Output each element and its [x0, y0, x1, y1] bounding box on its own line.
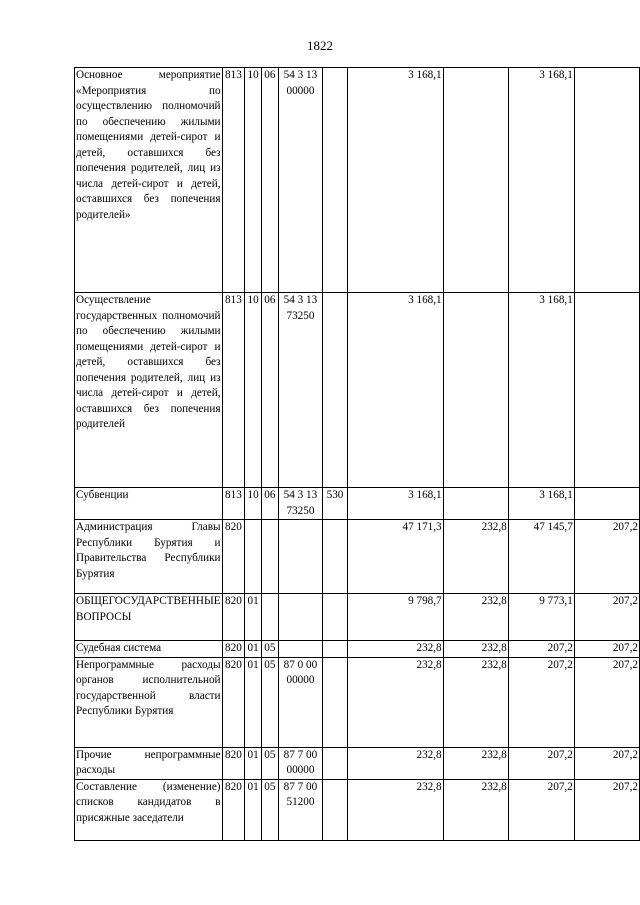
ved-cell: 820	[222, 779, 245, 840]
ved-cell: 820	[222, 520, 245, 594]
csr-cell	[278, 594, 323, 641]
pr-cell: 05	[261, 779, 278, 840]
vr-cell	[323, 747, 348, 779]
amount-cell: 9 773,1	[508, 594, 574, 641]
amount-cell: 3 168,1	[508, 293, 574, 488]
amount-cell: 9 798,7	[347, 594, 443, 641]
csr-cell	[278, 641, 323, 658]
amount-cell: 207,2	[508, 779, 574, 840]
rz-cell: 01	[245, 641, 262, 658]
amount-cell: 3 168,1	[508, 68, 574, 293]
page-number: 1822	[307, 38, 333, 53]
amount-cell: 207,2	[574, 594, 639, 641]
vr-cell	[323, 520, 348, 594]
ved-cell: 813	[222, 293, 245, 488]
row-name: Непрограммные расходы органов исполнительной государственной власти Республики Бурятия	[75, 657, 223, 747]
rz-cell: 01	[245, 747, 262, 779]
amount-cell: 232,8	[347, 657, 443, 747]
vr-cell	[323, 779, 348, 840]
amount-cell: 232,8	[347, 779, 443, 840]
pr-cell	[261, 520, 278, 594]
vr-cell	[323, 641, 348, 658]
amount-cell: 232,8	[443, 779, 508, 840]
rz-cell: 10	[245, 68, 262, 293]
pr-cell: 05	[261, 641, 278, 658]
ved-cell: 820	[222, 747, 245, 779]
amount-cell: 207,2	[574, 520, 639, 594]
table-row	[75, 594, 640, 641]
amount-cell: 3 168,1	[347, 293, 443, 488]
vr-cell	[323, 657, 348, 747]
table-row	[75, 657, 640, 747]
rz-cell: 10	[245, 488, 262, 520]
amount-cell: 232,8	[443, 657, 508, 747]
table-row	[75, 747, 640, 779]
pr-cell: 06	[261, 68, 278, 293]
table-row	[75, 779, 640, 840]
budget-table	[74, 67, 640, 841]
table-row	[75, 641, 640, 658]
amount-cell: 232,8	[443, 594, 508, 641]
amount-cell: 3 168,1	[347, 488, 443, 520]
pr-cell: 06	[261, 293, 278, 488]
csr-cell: 87 7 00 00000	[278, 747, 323, 779]
amount-cell: 207,2	[508, 747, 574, 779]
pr-cell: 05	[261, 747, 278, 779]
ved-cell: 820	[222, 657, 245, 747]
amount-cell: 207,2	[574, 641, 639, 658]
amount-cell	[443, 68, 508, 293]
vr-cell	[323, 293, 348, 488]
ved-cell: 820	[222, 594, 245, 641]
ved-cell: 820	[222, 641, 245, 658]
amount-cell: 3 168,1	[508, 488, 574, 520]
amount-cell: 207,2	[508, 657, 574, 747]
amount-cell: 207,2	[574, 779, 639, 840]
rz-cell: 10	[245, 293, 262, 488]
amount-cell: 207,2	[574, 747, 639, 779]
rz-cell	[245, 520, 262, 594]
amount-cell	[574, 68, 639, 293]
ved-cell: 813	[222, 68, 245, 293]
amount-cell	[574, 488, 639, 520]
amount-cell: 232,8	[443, 641, 508, 658]
amount-cell: 47 145,7	[508, 520, 574, 594]
amount-cell: 3 168,1	[347, 68, 443, 293]
row-name: Администрация Главы Республики Бурятия и Правительства Республики Бурятия	[75, 520, 223, 594]
amount-cell: 232,8	[443, 520, 508, 594]
row-name: Основное мероприятие «Мероприятия по осуществлению полномочий по обеспечению жилыми помещениями детей-сирот и детей, оставшихся без попечения родителей, лиц из числа детей-сирот и детей, оставшихся без попечения родителей»	[75, 68, 223, 293]
amount-cell: 232,8	[347, 747, 443, 779]
pr-cell: 05	[261, 657, 278, 747]
csr-cell: 87 0 00 00000	[278, 657, 323, 747]
row-name: Субвенции	[75, 488, 223, 520]
vr-cell	[323, 68, 348, 293]
row-name: Прочие непрограммные расходы	[75, 747, 223, 779]
amount-cell: 207,2	[508, 641, 574, 658]
amount-cell: 47 171,3	[347, 520, 443, 594]
csr-cell: 54 3 13 73250	[278, 488, 323, 520]
pr-cell: 06	[261, 488, 278, 520]
row-name: ОБЩЕГОСУДАРСТВЕННЫЕ ВОПРОСЫ	[75, 594, 223, 641]
row-name: Осуществление государственных полномочий по обеспечению жилыми помещениями детей-сирот и детей, оставшихся без попечения родителей, лиц из числа детей-сирот и детей, оставшихся без попечения родителей	[75, 293, 223, 488]
csr-cell: 54 3 13 00000	[278, 68, 323, 293]
amount-cell: 232,8	[443, 747, 508, 779]
rz-cell: 01	[245, 657, 262, 747]
table-row	[75, 293, 640, 488]
vr-cell: 530	[323, 488, 348, 520]
row-name: Судебная система	[75, 641, 223, 658]
row-name: Составление (изменение) списков кандидатов в присяжные заседатели	[75, 779, 223, 840]
csr-cell	[278, 520, 323, 594]
amount-cell	[443, 293, 508, 488]
table-row	[75, 488, 640, 520]
rz-cell: 01	[245, 779, 262, 840]
csr-cell: 87 7 00 51200	[278, 779, 323, 840]
vr-cell	[323, 594, 348, 641]
ved-cell: 813	[222, 488, 245, 520]
amount-cell	[443, 488, 508, 520]
amount-cell	[574, 293, 639, 488]
amount-cell: 232,8	[347, 641, 443, 658]
csr-cell: 54 3 13 73250	[278, 293, 323, 488]
table-row	[75, 68, 640, 293]
rz-cell: 01	[245, 594, 262, 641]
table-row	[75, 520, 640, 594]
pr-cell	[261, 594, 278, 641]
amount-cell: 207,2	[574, 657, 639, 747]
